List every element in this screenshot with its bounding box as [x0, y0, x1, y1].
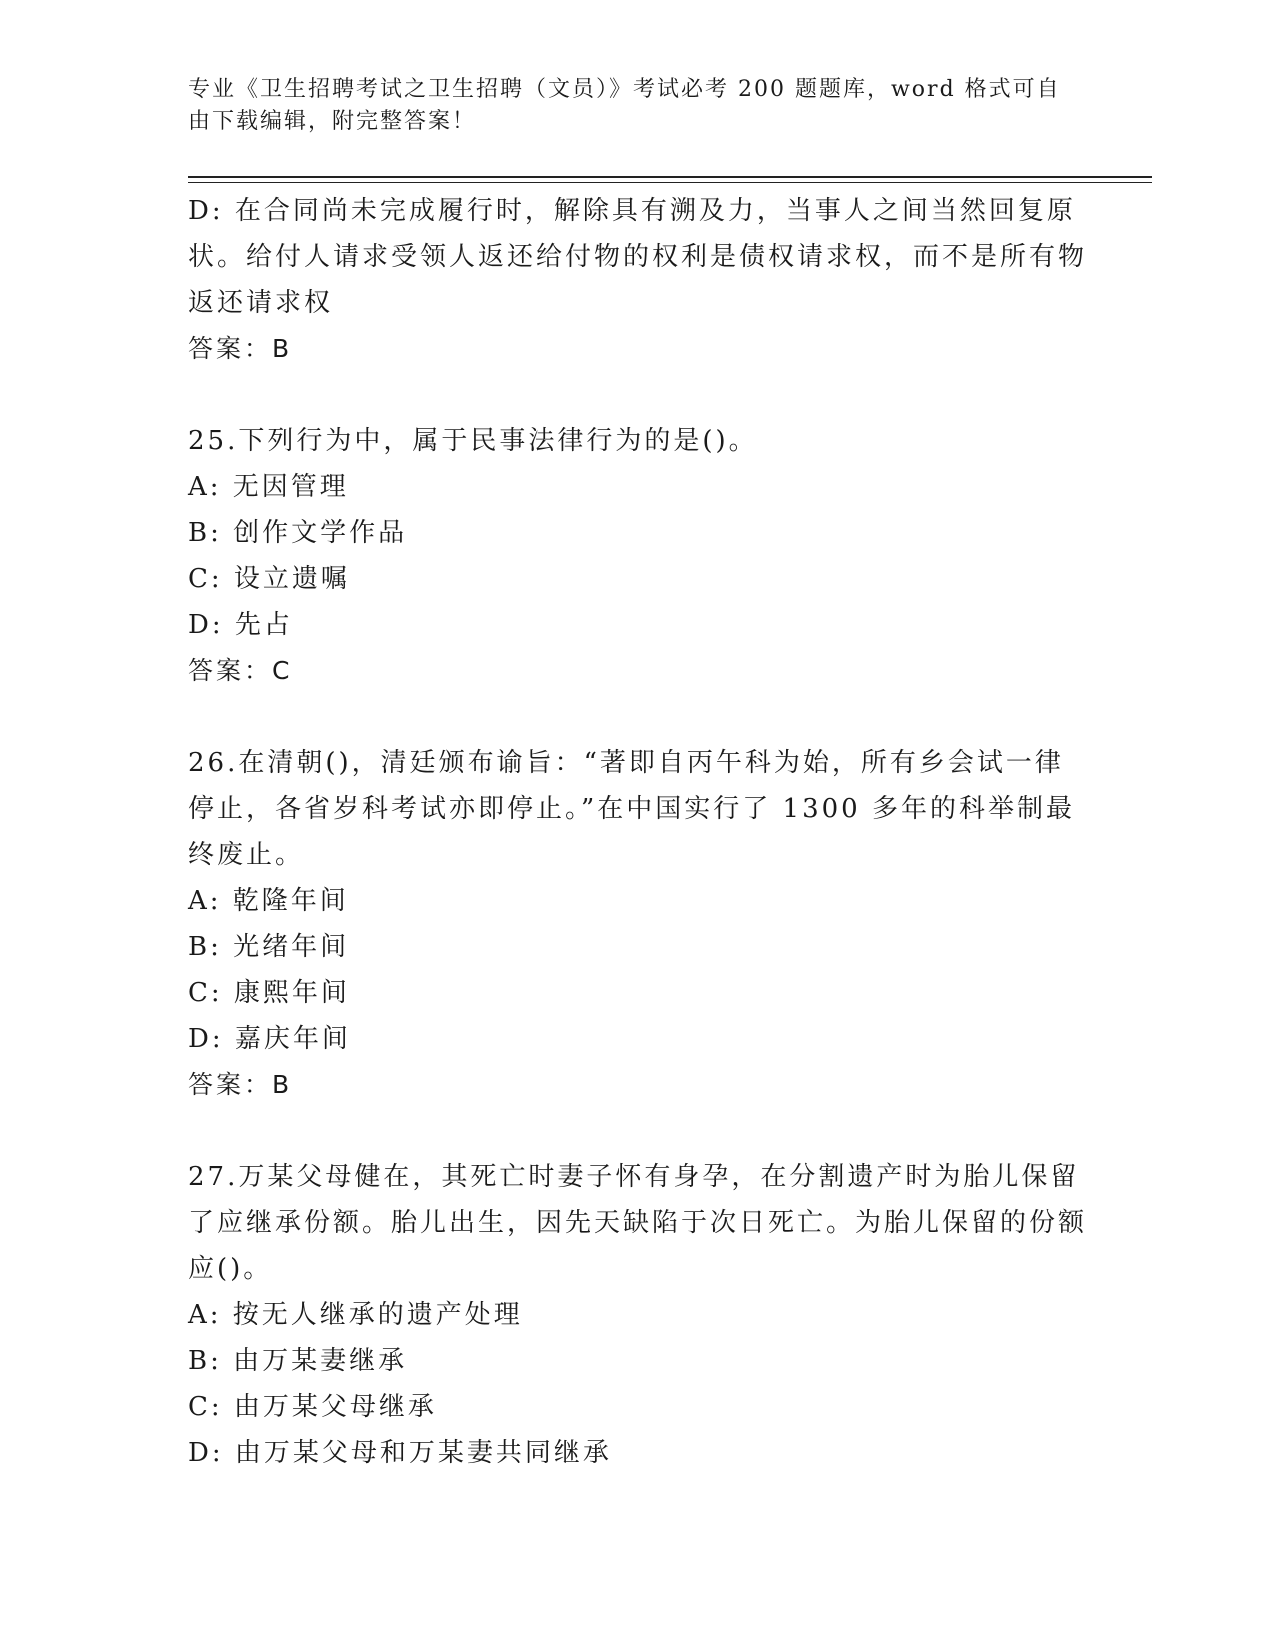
question-text: 27.万某父母健在，其死亡时妻子怀有身孕，在分割遗产时为胎儿保留了应继承份额。胎儿出生，因先天缺陷于次日死亡。为胎儿保留的份额应()。 [188, 1162, 1088, 1284]
option-d: D: 嘉庆年间 [188, 1024, 351, 1054]
option-d: D: 在合同尚未完成履行时，解除具有溯及力，当事人之间当然回复原状。给付人请求受领人返还给付物的权利是债权请求权，而不是所有物返还请求权 [188, 196, 1088, 318]
option-b: B: 由万某妻继承 [188, 1346, 408, 1376]
question-26 [188, 740, 1088, 1108]
answer: 答案：C [188, 656, 293, 685]
question-text: 26.在清朝()，清廷颁布谕旨：“著即自丙午科为始，所有乡会试一律停止，各省岁科考试亦即停止。”在中国实行了 1300 多年的科举制最终废止。 [188, 748, 1075, 870]
option-a: A: 按无人继承的遗产处理 [188, 1300, 523, 1330]
answer: 答案：B [188, 1070, 293, 1099]
option-a: A: 无因管理 [188, 472, 349, 502]
document-body [188, 188, 1088, 1476]
question-27 [188, 1154, 1088, 1476]
option-c: C: 由万某父母继承 [188, 1392, 437, 1422]
question-text: 25.下列行为中，属于民事法律行为的是()。 [188, 426, 758, 456]
option-a: A: 乾隆年间 [188, 886, 349, 916]
previous-question-tail [188, 188, 1088, 372]
option-d: D: 由万某父母和万某妻共同继承 [188, 1438, 612, 1468]
option-c: C: 设立遗嘱 [188, 564, 350, 594]
option-c: C: 康熙年间 [188, 978, 350, 1008]
option-b: B: 创作文学作品 [188, 518, 408, 548]
question-25 [188, 418, 1088, 694]
document-header: 专业《卫生招聘考试之卫生招聘（文员）》考试必考 200 题题库，word 格式可自由下载编辑，附完整答案！ [188, 77, 1061, 134]
header-divider-thick [188, 176, 1152, 178]
answer: 答案：B [188, 334, 293, 363]
option-b: B: 光绪年间 [188, 932, 350, 962]
option-d: D: 先占 [188, 610, 293, 640]
header-divider-thin [188, 182, 1152, 183]
